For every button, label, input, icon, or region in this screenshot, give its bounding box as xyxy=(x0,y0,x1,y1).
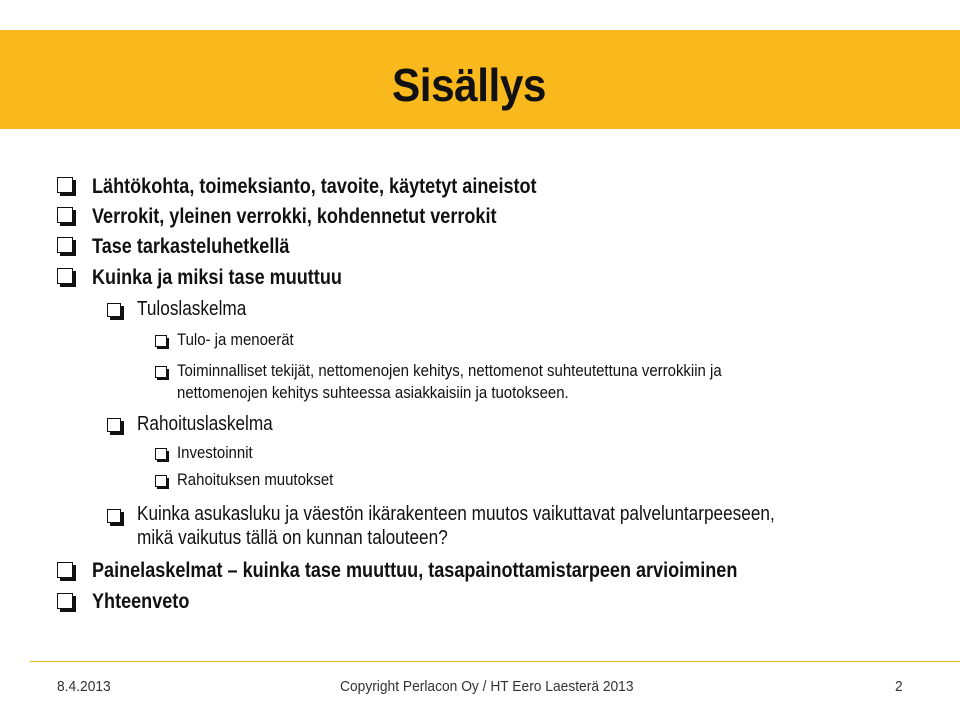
footer-copyright: Copyright Perlacon Oy / HT Eero Laesterä 2013 xyxy=(340,678,634,695)
toc-item-4: Kuinka ja miksi tase muuttuu xyxy=(92,266,342,289)
checkbox-icon xyxy=(57,268,73,284)
checkbox-icon xyxy=(57,177,73,193)
toc-item-2: Verrokit, yleinen verrokki, kohdennetut verrokit xyxy=(92,205,497,228)
checkbox-icon xyxy=(155,335,167,347)
checkbox-icon xyxy=(107,509,121,523)
checkbox-icon xyxy=(107,303,121,317)
toc-item-1: Lähtökohta, toimeksianto, tavoite, käytetyt aineistot xyxy=(92,175,537,198)
toc-subitem-asukasluku-line2: mikä vaikutus tällä on kunnan talouteen? xyxy=(137,527,448,549)
checkbox-icon xyxy=(155,475,167,487)
checkbox-icon xyxy=(57,562,73,578)
toc-item-6: Yhteenveto xyxy=(92,590,190,613)
toc-subsubitem-toiminnalliset: Toiminnalliset tekijät, nettomenojen kehitys, nettomenot suhteutettuna verrokkiin ja xyxy=(177,361,722,380)
checkbox-icon xyxy=(57,593,73,609)
checkbox-icon xyxy=(57,207,73,223)
toc-subsubitem-toiminnalliset-line2: nettomenojen kehitys suhteessa asiakkaisiin ja tuotokseen. xyxy=(177,383,569,402)
toc-subsubitem-investoinnit: Investoinnit xyxy=(177,443,253,462)
footer-page-number: 2 xyxy=(895,678,903,695)
toc-subsubitem-tulo-menoerat: Tulo- ja menoerät xyxy=(177,330,294,349)
checkbox-icon xyxy=(107,418,121,432)
toc-item-5: Painelaskelmat – kuinka tase muuttuu, tasapainottamistarpeen arvioiminen xyxy=(92,559,738,582)
toc-subitem-tuloslaskelma: Tuloslaskelma xyxy=(137,298,247,320)
checkbox-icon xyxy=(155,366,167,378)
footer-date: 8.4.2013 xyxy=(57,678,111,695)
checkbox-icon xyxy=(57,237,73,253)
toc-subitem-asukasluku: Kuinka asukasluku ja väestön ikärakenteen muutos vaikuttavat palveluntarpeeseen, xyxy=(137,503,775,525)
footer-divider xyxy=(30,661,960,662)
toc-item-3: Tase tarkasteluhetkellä xyxy=(92,235,290,258)
toc-subitem-rahoituslaskelma: Rahoituslaskelma xyxy=(137,413,273,435)
slide-title: Sisällys xyxy=(392,59,546,111)
toc-subsubitem-rahoituksen-muutokset: Rahoituksen muutokset xyxy=(177,470,334,489)
checkbox-icon xyxy=(155,448,167,460)
